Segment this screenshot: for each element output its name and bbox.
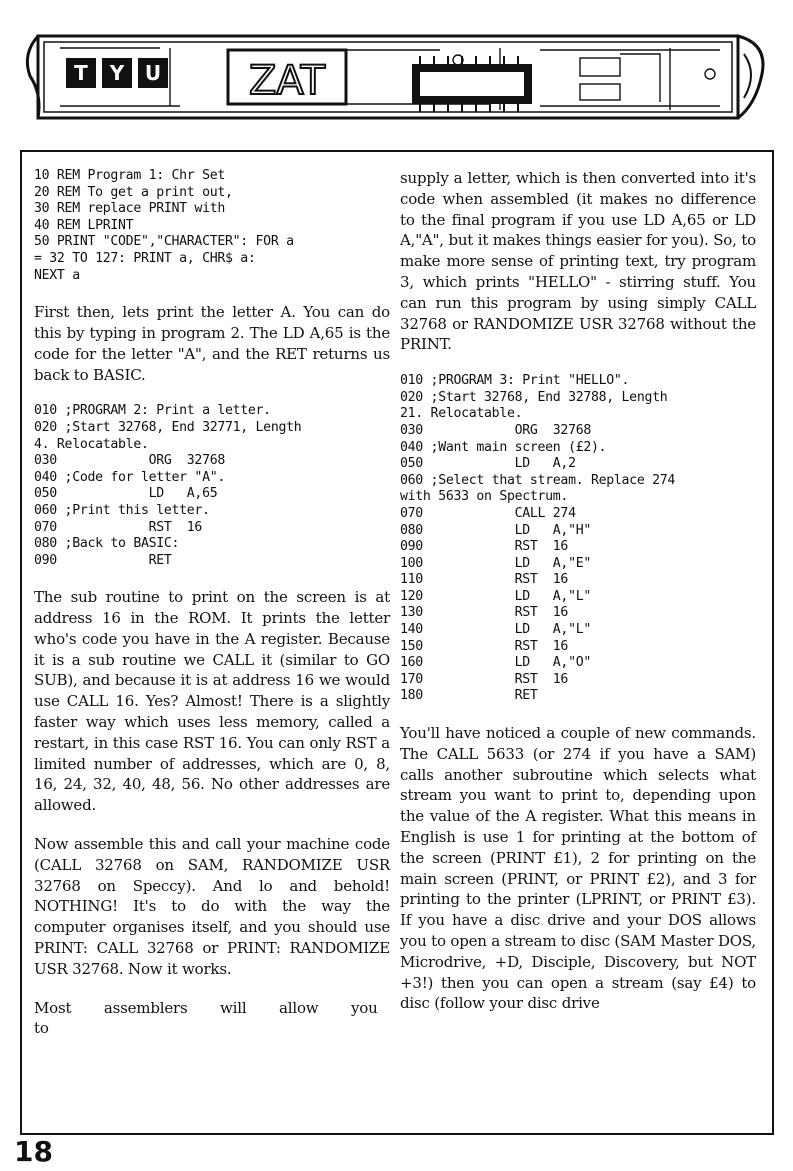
key-u: U xyxy=(144,61,162,85)
svg-text:ZAT: ZAT xyxy=(248,58,326,104)
header-banner xyxy=(20,14,780,132)
left-column xyxy=(34,168,390,1039)
paragraph: The sub routine to print on the screen is at address 16 in the ROM. It prints the letter who's code you have in the A register. Because it is a sub routine we CALL it (similar to GO SUB), and because it is at address 16 we would use CALL 16. Yes? Almost! There is a slightly faster way which uses less memory, called a restart, in this case RST 16. You can only RST a limited number of addresses, which are 0, 8, 16, 24, 32, 40, 48, 56. No other addresses are allowed. xyxy=(34,588,390,815)
program-2-listing: 010 ;PROGRAM 2: Print a letter. 020 ;Start 32768, End 32771, Length 4. Relocatable. 030 ORG 32768 040 ;Code for letter "A". 050 LD A,65 060 ;Print this letter. 070 RST 16 080 ;Back to BASIC: 090 RET xyxy=(34,403,302,568)
paragraph: You'll have noticed a couple of new commands. The CALL 5633 (or 274 if you have a SAM) calls another subroutine which selects what stream you want to print to, depending upon the value of the A register. What this means in English is use 1 for printing at the bottom of the screen (PRINT £1), 2 for printing on the main screen (PRINT, or PRINT £2), and 3 for printing to the printer (LPRINT, or PRINT £3). If you have a disc drive and your DOS allows you to open a stream to disc (SAM Master DOS, Microdrive, +D, Disciple, Discovery, but NOT +3!) then you can open a stream (say £4) to disc (follow your disc drive xyxy=(400,724,756,1013)
key-y: Y xyxy=(109,61,125,85)
zat-logo xyxy=(228,50,346,104)
tyu-keys xyxy=(66,58,168,88)
paragraph: First then, lets print the letter A. You can do this by typing in program 2. The LD A,65 is the code for the letter "A", and the RET returns us back to BASIC. xyxy=(34,303,390,384)
program-3-listing: 010 ;PROGRAM 3: Print "HELLO". 020 ;Start 32768, End 32788, Length 21. Relocatable. 030 ORG 32768 040 ;Want main screen (£2). 050 LD A,2 060 ;Select that stream. Replace 274 with 5633 on Spectrum. 070 CALL 274 080 LD A,"H" 090 RST 16 100 LD A,"E" 110 RST 16 120 LD A,"L" 130 RST 16 140 LD A,"L" 150 RST 16 160 LD A,"O" 170 RST 16 180 RET xyxy=(400,373,676,704)
paragraph: Most assemblers will allow you to xyxy=(34,998,378,1038)
key-t: T xyxy=(74,61,88,85)
article-frame xyxy=(20,150,774,1135)
paragraph: supply a letter, which is then converted into it's code when assembled (it makes no difference to the final program if you use LD A,65 or LD A,"A", but it makes things easier for you). So, to make more sense of printing text, try program 3, which prints "HELLO" - stirring stuff. You can run this program by using simply CALL 32768 or RANDOMIZE USR 32768 without the PRINT. xyxy=(400,169,756,354)
page-number: 18 xyxy=(14,1135,53,1168)
paragraph: Now assemble this and call your machine code (CALL 32768 on SAM, RANDOMIZE USR 32768 on Speccy). And lo and behold! NOTHING! It's to do with the way the computer organises itself, and you should use PRINT: CALL 32768 or PRINT: RANDOMIZE USR 32768. Now it works. xyxy=(34,835,390,978)
right-column xyxy=(400,168,756,1014)
program-1-listing: 10 REM Program 1: Chr Set 20 REM To get a print out, 30 REM replace PRINT with 40 REM LPRINT 50 PRINT "CODE","CHARACTER": FOR a = 32 TO 127: PRINT a, CHR$ a: NEXT a xyxy=(34,168,294,283)
circuit-board-illustration xyxy=(20,14,780,132)
